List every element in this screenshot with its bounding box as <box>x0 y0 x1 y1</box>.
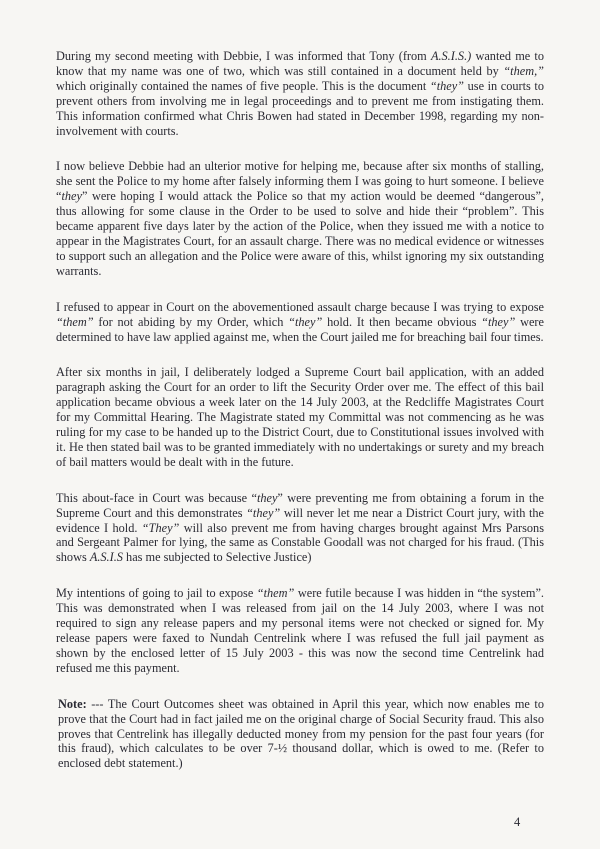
italic-text: “them,” <box>503 63 544 78</box>
paragraph <box>56 365 544 469</box>
text-run: wanted me to know that my name was one of two, which was still contained in a document held by <box>56 49 544 78</box>
text-run: ” were preventing me from obtaining a forum in the Supreme Court and this demonstrates <box>56 490 545 520</box>
text-run: During my second meeting with Debbie, I was informed that Tony (from <box>56 49 431 63</box>
note-label: Note: <box>58 696 87 711</box>
italic-text: “they” <box>246 505 281 520</box>
paragraph <box>56 159 544 278</box>
text-run: ” were hoping I would attack the Police so that my action would be deemed “dangerous”, thus allowing for some clause in the Order to be used to solve and hide their “problem”. This became apparent five days later by the action of the Police, when they issued me with a notice to appear in the Magistrates Court, for an assault charge. There was no medical evidence or witnesses to support such an allegation and the Police were aware of this, whilst ignoring my six outstanding warrants. <box>56 189 544 278</box>
italic-text: “they” <box>481 314 516 329</box>
italic-text: they <box>256 490 278 505</box>
text-run: were futile because I was hidden in “the system”. This was demonstrated when I was released from jail on the 14 July 2003, where I was not required to sign any release papers and my personal items were not checked or signed for. My release papers were faxed to Nundah Centrelink where I was refused the full jail payment as shown by the enclosed letter of 15 July 2003 - this was now the second time Centrelink had refused me this payment. <box>56 586 544 675</box>
text-run: My intentions of going to jail to expose <box>56 586 257 601</box>
text-run: has me subjected to Selective Justice) <box>122 550 312 565</box>
body-text <box>56 49 544 792</box>
italic-text: A.S.I.S.) <box>430 49 472 63</box>
note-text: The Court Outcomes sheet was obtained in April this year, which now enables me to prove that the Court had in fact jailed me on the original charge of Social Security fraud. This also proves that Centrelink has illegally deducted money from my pension for the past four years (for this fraud), which calculates to be over 7-½ thousand dollar, which is owed to me. (Refer to enclosed debt statement.) <box>58 696 544 771</box>
text-run: for not abiding by my Order, which <box>93 314 289 329</box>
italic-text: “They” <box>141 520 180 535</box>
italic-text: “they” <box>429 78 465 93</box>
text-run: which originally contained the names of five people. This is the document <box>56 78 430 93</box>
paragraph <box>56 300 544 345</box>
note-dashes: --- <box>86 696 108 711</box>
text-run: will also prevent me from having charges brought against Mrs Parsons and Sergeant Palmer for lying, the same as Constable Goodall was not charged for his fraud. (This shows <box>56 520 544 565</box>
paragraph <box>56 586 544 675</box>
text-run: This about-face in Court was because “ <box>56 490 257 505</box>
italic-text: “them” <box>56 314 94 329</box>
page-number: 4 <box>514 815 521 829</box>
paragraph <box>56 49 544 138</box>
text-run: use in courts to prevent others from involving me in legal proceedings and to prevent me from instigating them. This information confirmed what Chris Bowen had stated in December 1998, regarding my non-involvement with courts. <box>56 78 544 138</box>
italic-text: they <box>61 189 82 204</box>
paragraph <box>56 491 544 566</box>
italic-text: “they” <box>288 314 323 329</box>
text-run: I now believe Debbie had an ulterior motive for helping me, because after six months of stalling, she sent the Police to my home after falsely informing them I was going to hurt someone. I believe “ <box>56 159 544 204</box>
text-run: will never let me near a District Court jury, with the evidence I hold. <box>56 505 544 535</box>
text-run: hold. It then became obvious <box>322 314 482 329</box>
text-run: I refused to appear in Court on the abovementioned assault charge because I was trying to expose <box>56 299 544 314</box>
text-run: After six months in jail, I deliberately lodged a Supreme Court bail application, with an added paragraph asking the Court for an order to lift the Security Order over me. The effect of this bail application became obvious a week later on the 14 July 2003, at the Redcliffe Magistrates Court for my Committal Hearing. The Magistrate stated my Committal was not commencing as he was ruling for my case to be handed up to the District Court, due to Constitutional issues involved with it. He then stated bail was to be granted immediately with no undertakings or surety and my breach of bail matters would be dealt with in the future. <box>56 365 544 469</box>
note-paragraph <box>58 697 544 772</box>
italic-text: A.S.I.S <box>89 550 123 565</box>
text-run: were determined to have law applied against me, when the Court jailed me for breaching bail four times. <box>56 314 544 344</box>
italic-text: “them” <box>256 586 295 601</box>
